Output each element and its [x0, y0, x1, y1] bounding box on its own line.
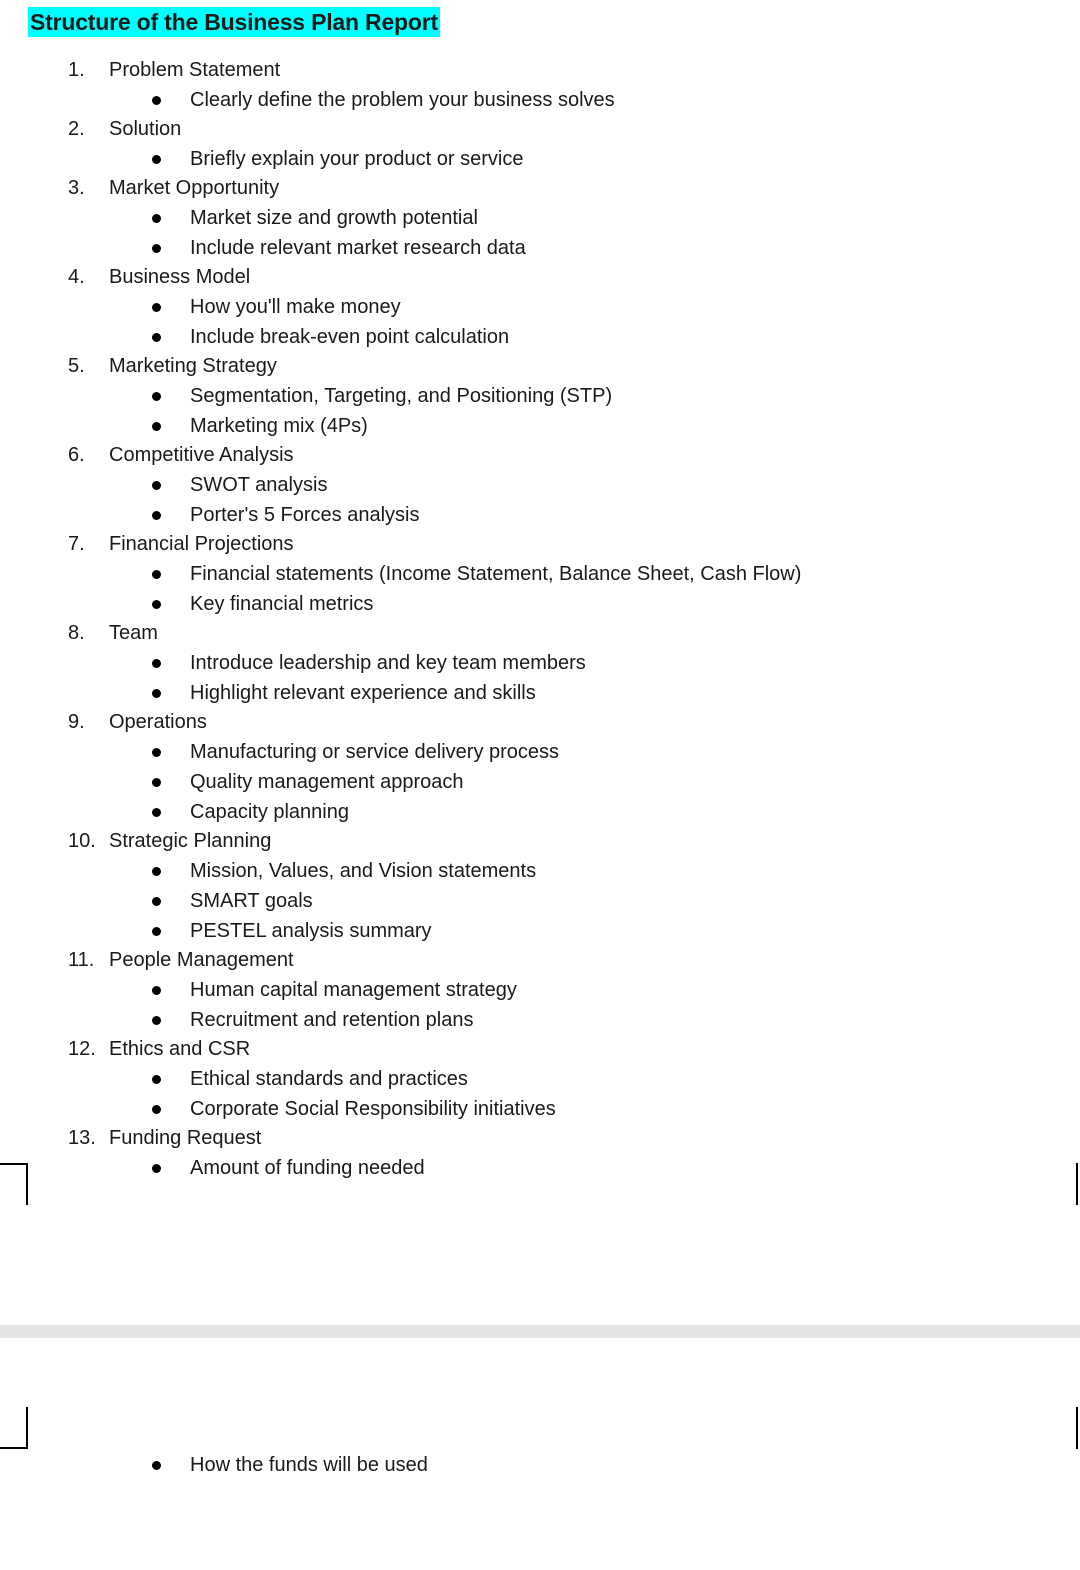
list-item-text: Quality management approach: [190, 771, 464, 793]
list-item-text: PESTEL analysis summary: [190, 920, 432, 942]
list-item: [0, 322, 1080, 352]
section-title: Strategic Planning: [109, 830, 272, 852]
section-title: Operations: [109, 711, 207, 733]
list-item: [0, 916, 1080, 946]
list-item: [0, 678, 1080, 708]
list-item-text: Segmentation, Targeting, and Positioning (STP): [190, 385, 613, 407]
bullet-icon: [152, 392, 161, 401]
list-item-text: Clearly define the problem your business solves: [190, 89, 615, 111]
list-item-text: How the funds will be used: [190, 1454, 428, 1476]
list-item-text: SMART goals: [190, 890, 313, 912]
bullet-icon: [152, 96, 161, 105]
bullet-icon: [152, 1016, 161, 1025]
section-title: Funding Request: [109, 1127, 262, 1149]
document-title: Structure of the Business Plan Report: [30, 9, 438, 35]
bullet-icon: [152, 1105, 161, 1114]
continued-list: [0, 1450, 1080, 1480]
list-item-text: Include break-even point calculation: [190, 326, 510, 348]
section-heading: [0, 708, 1080, 737]
list-item-text: Introduce leadership and key team members: [190, 652, 586, 674]
bullet-icon: [152, 986, 161, 995]
bullet-icon: [152, 897, 161, 906]
list-item: [0, 85, 1080, 115]
section-title: Business Model: [109, 266, 251, 288]
section-number: 4.: [68, 266, 85, 288]
bullet-icon: [152, 748, 161, 757]
list-item-text: Market size and growth potential: [190, 207, 478, 229]
list-item-text: How you'll make money: [190, 296, 401, 318]
page-corner-mark: [1076, 1163, 1080, 1205]
list-item-text: Highlight relevant experience and skills: [190, 682, 536, 704]
page-break: [0, 1325, 1080, 1338]
section-title: Marketing Strategy: [109, 355, 277, 377]
section-heading: [0, 174, 1080, 203]
bullet-icon: [152, 1461, 161, 1470]
list-item-text: Include relevant market research data: [190, 237, 526, 259]
bullet-icon: [152, 1164, 161, 1173]
bullet-icon: [152, 927, 161, 936]
list-item: [0, 589, 1080, 619]
section-number: 10.: [68, 830, 96, 852]
list-item: [0, 559, 1080, 589]
list-item-text: Marketing mix (4Ps): [190, 415, 368, 437]
section-number: 12.: [68, 1038, 96, 1060]
section-title: Competitive Analysis: [109, 444, 294, 466]
page-corner-mark: [1076, 1407, 1080, 1449]
section-heading: [0, 263, 1080, 292]
list-item-text: Human capital management strategy: [190, 979, 517, 1001]
bullet-icon: [152, 570, 161, 579]
list-item: [0, 767, 1080, 797]
list-item-text: Recruitment and retention plans: [190, 1009, 474, 1031]
section-outline: [0, 56, 1080, 1183]
bullet-icon: [152, 689, 161, 698]
page-corner-mark: [0, 1407, 28, 1449]
list-item: [0, 1450, 1080, 1480]
list-item-text: Financial statements (Income Statement, Balance Sheet, Cash Flow): [190, 563, 802, 585]
list-item: [0, 737, 1080, 767]
list-item: [0, 648, 1080, 678]
list-item: [0, 144, 1080, 174]
list-item-text: Briefly explain your product or service: [190, 148, 524, 170]
section-number: 9.: [68, 711, 85, 733]
section-title: People Management: [109, 949, 294, 971]
section-number: 6.: [68, 444, 85, 466]
bullet-icon: [152, 808, 161, 817]
bullet-icon: [152, 214, 161, 223]
section-heading: [0, 1124, 1080, 1153]
list-item-text: Key financial metrics: [190, 593, 374, 615]
section-number: 3.: [68, 177, 85, 199]
bullet-icon: [152, 511, 161, 520]
section-number: 2.: [68, 118, 85, 140]
list-item-text: Mission, Values, and Vision statements: [190, 860, 537, 882]
bullet-icon: [152, 303, 161, 312]
section-title: Market Opportunity: [109, 177, 280, 199]
list-item: [0, 203, 1080, 233]
list-item-text: Ethical standards and practices: [190, 1068, 468, 1090]
list-item: [0, 292, 1080, 322]
bullet-icon: [152, 481, 161, 490]
list-item: [0, 975, 1080, 1005]
list-item: [0, 856, 1080, 886]
section-title: Financial Projections: [109, 533, 294, 555]
list-item-text: Porter's 5 Forces analysis: [190, 504, 420, 526]
section-title: Team: [109, 622, 158, 644]
section-heading: [0, 1035, 1080, 1064]
section-heading: [0, 352, 1080, 381]
list-item: [0, 411, 1080, 441]
bullet-icon: [152, 422, 161, 431]
list-item: [0, 1153, 1080, 1183]
section-number: 5.: [68, 355, 85, 377]
list-item: [0, 233, 1080, 263]
list-item-text: Manufacturing or service delivery process: [190, 741, 560, 763]
section-number: 7.: [68, 533, 85, 555]
section-number: 1.: [68, 59, 85, 81]
bullet-icon: [152, 659, 161, 668]
bullet-icon: [152, 1075, 161, 1084]
list-item: [0, 1005, 1080, 1035]
list-item-text: Corporate Social Responsibility initiatives: [190, 1098, 556, 1120]
page-corner-mark: [0, 1163, 28, 1205]
section-heading: [0, 56, 1080, 85]
list-item: [0, 470, 1080, 500]
list-item: [0, 886, 1080, 916]
bullet-icon: [152, 155, 161, 164]
bullet-icon: [152, 244, 161, 253]
section-heading: [0, 619, 1080, 648]
section-title: Ethics and CSR: [109, 1038, 251, 1060]
section-number: 8.: [68, 622, 85, 644]
section-heading: [0, 530, 1080, 559]
bullet-icon: [152, 867, 161, 876]
section-number: 11.: [68, 949, 95, 971]
list-item: [0, 500, 1080, 530]
list-item-text: SWOT analysis: [190, 474, 328, 496]
section-title: Solution: [109, 118, 182, 140]
section-heading: [0, 827, 1080, 856]
list-item: [0, 381, 1080, 411]
list-item: [0, 1094, 1080, 1124]
section-heading: [0, 441, 1080, 470]
bullet-icon: [152, 778, 161, 787]
bullet-icon: [152, 333, 161, 342]
section-number: 13.: [68, 1127, 96, 1149]
list-item: [0, 797, 1080, 827]
bullet-icon: [152, 600, 161, 609]
list-item-text: Amount of funding needed: [190, 1157, 425, 1179]
list-item-text: Capacity planning: [190, 801, 349, 823]
section-heading: [0, 946, 1080, 975]
section-heading: [0, 115, 1080, 144]
list-item: [0, 1064, 1080, 1094]
section-title: Problem Statement: [109, 59, 281, 81]
